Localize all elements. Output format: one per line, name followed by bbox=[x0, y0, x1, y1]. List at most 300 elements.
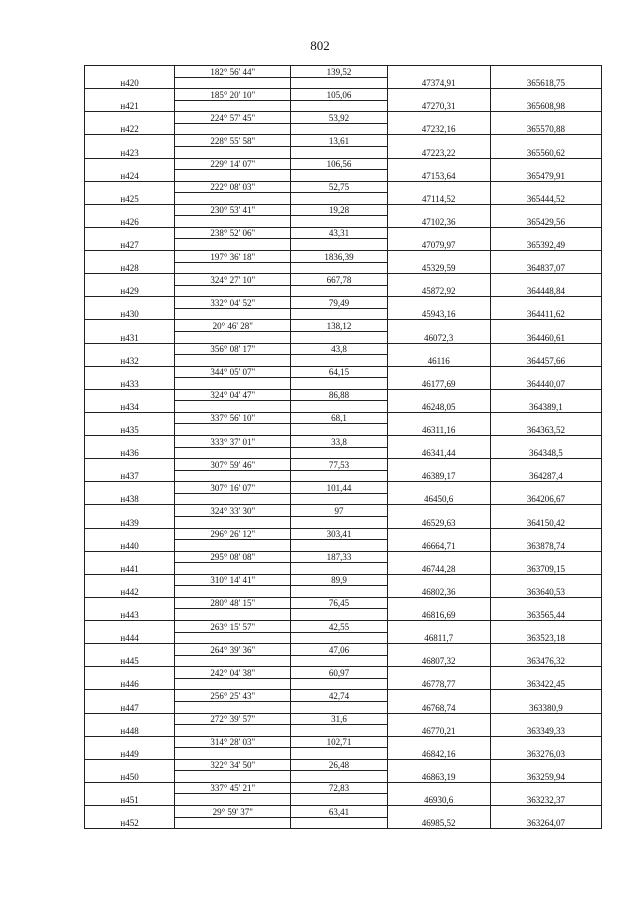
x-coordinate-cell: 47079,97 bbox=[387, 239, 490, 251]
point-name-cell: н424 bbox=[85, 170, 175, 182]
y-coordinate-cell: 365570,88 bbox=[490, 123, 601, 135]
y-coordinate-cell: 363232,37 bbox=[490, 794, 601, 806]
segment-length-cell: 105,06 bbox=[291, 89, 387, 101]
segment-row bbox=[85, 436, 602, 448]
empty-cell bbox=[490, 89, 601, 101]
direction-angle-cell: 337° 56' 10" bbox=[175, 412, 291, 424]
empty-cell bbox=[291, 563, 387, 575]
segment-length-cell: 101,44 bbox=[291, 482, 387, 494]
empty-cell bbox=[85, 713, 175, 725]
empty-cell bbox=[175, 725, 291, 737]
segment-length-cell: 138,12 bbox=[291, 320, 387, 332]
segment-length-cell: 68,1 bbox=[291, 412, 387, 424]
segment-row bbox=[85, 759, 602, 771]
empty-cell bbox=[291, 516, 387, 528]
empty-cell bbox=[490, 297, 601, 309]
direction-angle-cell: 324° 33' 30" bbox=[175, 505, 291, 517]
empty-cell bbox=[490, 482, 601, 494]
empty-cell bbox=[490, 274, 601, 286]
y-coordinate-cell: 364150,42 bbox=[490, 516, 601, 528]
empty-cell bbox=[85, 690, 175, 702]
point-name-cell: н449 bbox=[85, 748, 175, 760]
direction-angle-cell: 182° 56' 44" bbox=[175, 66, 291, 78]
empty-cell bbox=[387, 759, 490, 771]
x-coordinate-cell: 46248,05 bbox=[387, 401, 490, 413]
point-row bbox=[85, 678, 602, 690]
empty-cell bbox=[490, 158, 601, 170]
x-coordinate-cell: 46930,6 bbox=[387, 794, 490, 806]
empty-cell bbox=[85, 135, 175, 147]
x-coordinate-cell: 45943,16 bbox=[387, 308, 490, 320]
y-coordinate-cell: 364457,66 bbox=[490, 355, 601, 367]
segment-row bbox=[85, 227, 602, 239]
empty-cell bbox=[291, 239, 387, 251]
point-row bbox=[85, 216, 602, 228]
empty-cell bbox=[85, 297, 175, 309]
empty-cell bbox=[490, 806, 601, 818]
x-coordinate-cell: 47223,22 bbox=[387, 146, 490, 158]
direction-angle-cell: 332° 04' 52" bbox=[175, 297, 291, 309]
point-name-cell: н436 bbox=[85, 447, 175, 459]
direction-angle-cell: 296° 26' 12" bbox=[175, 528, 291, 540]
empty-cell bbox=[175, 262, 291, 274]
point-row bbox=[85, 493, 602, 505]
empty-cell bbox=[175, 540, 291, 552]
segment-length-cell: 42,74 bbox=[291, 690, 387, 702]
x-coordinate-cell: 46985,52 bbox=[387, 817, 490, 829]
x-coordinate-cell: 46664,71 bbox=[387, 540, 490, 552]
x-coordinate-cell: 47153,64 bbox=[387, 170, 490, 182]
point-row bbox=[85, 609, 602, 621]
segment-row bbox=[85, 574, 602, 586]
empty-cell bbox=[291, 123, 387, 135]
empty-cell bbox=[85, 227, 175, 239]
y-coordinate-cell: 363709,15 bbox=[490, 563, 601, 575]
segment-length-cell: 79,49 bbox=[291, 297, 387, 309]
empty-cell bbox=[387, 66, 490, 78]
segment-length-cell: 77,53 bbox=[291, 459, 387, 471]
segment-length-cell: 303,41 bbox=[291, 528, 387, 540]
segment-row bbox=[85, 597, 602, 609]
point-name-cell: н440 bbox=[85, 540, 175, 552]
empty-cell bbox=[387, 597, 490, 609]
empty-cell bbox=[85, 782, 175, 794]
point-name-cell: н448 bbox=[85, 725, 175, 737]
segment-length-cell: 139,52 bbox=[291, 66, 387, 78]
segment-length-cell: 43,31 bbox=[291, 227, 387, 239]
y-coordinate-cell: 364460,61 bbox=[490, 331, 601, 343]
segment-row bbox=[85, 320, 602, 332]
point-row bbox=[85, 725, 602, 737]
point-name-cell: н427 bbox=[85, 239, 175, 251]
segment-row bbox=[85, 713, 602, 725]
empty-cell bbox=[85, 551, 175, 563]
x-coordinate-cell: 47114,52 bbox=[387, 193, 490, 205]
point-row bbox=[85, 655, 602, 667]
segment-length-cell: 26,48 bbox=[291, 759, 387, 771]
y-coordinate-cell: 363349,33 bbox=[490, 725, 601, 737]
empty-cell bbox=[291, 701, 387, 713]
point-row bbox=[85, 771, 602, 783]
direction-angle-cell: 197° 36' 18" bbox=[175, 251, 291, 263]
empty-cell bbox=[490, 412, 601, 424]
direction-angle-cell: 324° 04' 47" bbox=[175, 389, 291, 401]
point-name-cell: н437 bbox=[85, 470, 175, 482]
empty-cell bbox=[387, 343, 490, 355]
empty-cell bbox=[85, 204, 175, 216]
direction-angle-cell: 185° 20' 10" bbox=[175, 89, 291, 101]
point-row bbox=[85, 77, 602, 89]
empty-cell bbox=[387, 320, 490, 332]
segment-row bbox=[85, 251, 602, 263]
y-coordinate-cell: 365392,49 bbox=[490, 239, 601, 251]
empty-cell bbox=[175, 424, 291, 436]
empty-cell bbox=[387, 736, 490, 748]
segment-length-cell: 13,61 bbox=[291, 135, 387, 147]
y-coordinate-cell: 363259,94 bbox=[490, 771, 601, 783]
empty-cell bbox=[490, 181, 601, 193]
y-coordinate-cell: 364837,07 bbox=[490, 262, 601, 274]
empty-cell bbox=[291, 355, 387, 367]
empty-cell bbox=[387, 412, 490, 424]
empty-cell bbox=[175, 308, 291, 320]
direction-angle-cell: 264° 39' 36" bbox=[175, 644, 291, 656]
segment-length-cell: 89,9 bbox=[291, 574, 387, 586]
empty-cell bbox=[387, 297, 490, 309]
segment-row bbox=[85, 459, 602, 471]
empty-cell bbox=[85, 89, 175, 101]
y-coordinate-cell: 364440,07 bbox=[490, 378, 601, 390]
y-coordinate-cell: 363565,44 bbox=[490, 609, 601, 621]
point-row bbox=[85, 447, 602, 459]
y-coordinate-cell: 364348,5 bbox=[490, 447, 601, 459]
empty-cell bbox=[175, 701, 291, 713]
segment-length-cell: 1836,39 bbox=[291, 251, 387, 263]
empty-cell bbox=[490, 528, 601, 540]
empty-cell bbox=[85, 621, 175, 633]
empty-cell bbox=[85, 667, 175, 679]
point-name-cell: н432 bbox=[85, 355, 175, 367]
direction-angle-cell: 230° 53' 41" bbox=[175, 204, 291, 216]
segment-row bbox=[85, 621, 602, 633]
segment-row bbox=[85, 89, 602, 101]
direction-angle-cell: 356° 08' 17" bbox=[175, 343, 291, 355]
empty-cell bbox=[490, 320, 601, 332]
empty-cell bbox=[387, 204, 490, 216]
direction-angle-cell: 333° 37' 01" bbox=[175, 436, 291, 448]
empty-cell bbox=[387, 621, 490, 633]
empty-cell bbox=[291, 794, 387, 806]
empty-cell bbox=[175, 771, 291, 783]
y-coordinate-cell: 365429,56 bbox=[490, 216, 601, 228]
empty-cell bbox=[85, 66, 175, 78]
x-coordinate-cell: 47102,36 bbox=[387, 216, 490, 228]
direction-angle-cell: 272° 39' 57" bbox=[175, 713, 291, 725]
segment-length-cell: 19,28 bbox=[291, 204, 387, 216]
point-name-cell: н452 bbox=[85, 817, 175, 829]
empty-cell bbox=[387, 89, 490, 101]
point-row bbox=[85, 540, 602, 552]
empty-cell bbox=[85, 366, 175, 378]
point-name-cell: н446 bbox=[85, 678, 175, 690]
empty-cell bbox=[387, 713, 490, 725]
empty-cell bbox=[291, 470, 387, 482]
empty-cell bbox=[85, 759, 175, 771]
point-row bbox=[85, 331, 602, 343]
empty-cell bbox=[175, 794, 291, 806]
empty-cell bbox=[490, 759, 601, 771]
y-coordinate-cell: 363476,32 bbox=[490, 655, 601, 667]
empty-cell bbox=[175, 77, 291, 89]
page-number: 802 bbox=[310, 38, 330, 53]
empty-cell bbox=[291, 678, 387, 690]
point-row bbox=[85, 193, 602, 205]
x-coordinate-cell: 46802,36 bbox=[387, 586, 490, 598]
direction-angle-cell: 256° 25' 43" bbox=[175, 690, 291, 702]
empty-cell bbox=[490, 343, 601, 355]
empty-cell bbox=[490, 436, 601, 448]
direction-angle-cell: 307° 16' 07" bbox=[175, 482, 291, 494]
empty-cell bbox=[175, 193, 291, 205]
segment-row bbox=[85, 528, 602, 540]
point-row bbox=[85, 401, 602, 413]
x-coordinate-cell: 46768,74 bbox=[387, 701, 490, 713]
segment-row bbox=[85, 366, 602, 378]
empty-cell bbox=[85, 482, 175, 494]
empty-cell bbox=[85, 644, 175, 656]
empty-cell bbox=[175, 378, 291, 390]
point-name-cell: н443 bbox=[85, 609, 175, 621]
empty-cell bbox=[490, 713, 601, 725]
segment-row bbox=[85, 66, 602, 78]
direction-angle-cell: 228° 55' 58" bbox=[175, 135, 291, 147]
point-row bbox=[85, 285, 602, 297]
point-row bbox=[85, 262, 602, 274]
empty-cell bbox=[490, 667, 601, 679]
empty-cell bbox=[291, 378, 387, 390]
direction-angle-cell: 307° 59' 46" bbox=[175, 459, 291, 471]
x-coordinate-cell: 47270,31 bbox=[387, 100, 490, 112]
empty-cell bbox=[85, 389, 175, 401]
point-name-cell: н423 bbox=[85, 146, 175, 158]
direction-angle-cell: 20° 46' 28" bbox=[175, 320, 291, 332]
x-coordinate-cell: 46807,32 bbox=[387, 655, 490, 667]
segment-length-cell: 31,6 bbox=[291, 713, 387, 725]
empty-cell bbox=[291, 401, 387, 413]
empty-cell bbox=[490, 459, 601, 471]
empty-cell bbox=[291, 586, 387, 598]
point-name-cell: н431 bbox=[85, 331, 175, 343]
point-name-cell: н438 bbox=[85, 493, 175, 505]
empty-cell bbox=[387, 690, 490, 702]
x-coordinate-cell: 46116 bbox=[387, 355, 490, 367]
direction-angle-cell: 322° 34' 50" bbox=[175, 759, 291, 771]
direction-angle-cell: 344° 05' 07" bbox=[175, 366, 291, 378]
empty-cell bbox=[175, 239, 291, 251]
empty-cell bbox=[291, 285, 387, 297]
empty-cell bbox=[175, 123, 291, 135]
point-row bbox=[85, 424, 602, 436]
direction-angle-cell: 263° 15' 57" bbox=[175, 621, 291, 633]
point-name-cell: н426 bbox=[85, 216, 175, 228]
point-name-cell: н441 bbox=[85, 563, 175, 575]
segment-length-cell: 52,75 bbox=[291, 181, 387, 193]
point-row bbox=[85, 308, 602, 320]
empty-cell bbox=[291, 146, 387, 158]
y-coordinate-cell: 365444,52 bbox=[490, 193, 601, 205]
empty-cell bbox=[291, 771, 387, 783]
point-row bbox=[85, 516, 602, 528]
empty-cell bbox=[490, 690, 601, 702]
point-row bbox=[85, 563, 602, 575]
empty-cell bbox=[175, 170, 291, 182]
empty-cell bbox=[175, 331, 291, 343]
empty-cell bbox=[490, 782, 601, 794]
y-coordinate-cell: 363878,74 bbox=[490, 540, 601, 552]
empty-cell bbox=[85, 505, 175, 517]
x-coordinate-cell: 46450,6 bbox=[387, 493, 490, 505]
empty-cell bbox=[291, 170, 387, 182]
point-name-cell: н425 bbox=[85, 193, 175, 205]
empty-cell bbox=[387, 274, 490, 286]
segment-row bbox=[85, 274, 602, 286]
point-row bbox=[85, 355, 602, 367]
segment-length-cell: 63,41 bbox=[291, 806, 387, 818]
empty-cell bbox=[490, 251, 601, 263]
point-name-cell: н450 bbox=[85, 771, 175, 783]
empty-cell bbox=[490, 505, 601, 517]
segment-row bbox=[85, 204, 602, 216]
segment-length-cell: 60,97 bbox=[291, 667, 387, 679]
empty-cell bbox=[85, 343, 175, 355]
segment-row bbox=[85, 389, 602, 401]
y-coordinate-cell: 365608,98 bbox=[490, 100, 601, 112]
empty-cell bbox=[175, 447, 291, 459]
empty-cell bbox=[490, 66, 601, 78]
segment-row bbox=[85, 181, 602, 193]
point-name-cell: н430 bbox=[85, 308, 175, 320]
empty-cell bbox=[85, 459, 175, 471]
segment-row bbox=[85, 135, 602, 147]
point-row bbox=[85, 748, 602, 760]
empty-cell bbox=[291, 725, 387, 737]
empty-cell bbox=[490, 112, 601, 124]
point-name-cell: н434 bbox=[85, 401, 175, 413]
segment-row bbox=[85, 297, 602, 309]
segment-row bbox=[85, 667, 602, 679]
point-name-cell: н444 bbox=[85, 632, 175, 644]
segment-length-cell: 102,71 bbox=[291, 736, 387, 748]
point-row bbox=[85, 701, 602, 713]
empty-cell bbox=[85, 436, 175, 448]
segment-length-cell: 47,06 bbox=[291, 644, 387, 656]
point-name-cell: н451 bbox=[85, 794, 175, 806]
direction-angle-cell: 242° 04' 38" bbox=[175, 667, 291, 679]
empty-cell bbox=[175, 655, 291, 667]
empty-cell bbox=[175, 146, 291, 158]
empty-cell bbox=[490, 621, 601, 633]
empty-cell bbox=[175, 100, 291, 112]
segment-row bbox=[85, 112, 602, 124]
direction-angle-cell: 310° 14' 41" bbox=[175, 574, 291, 586]
direction-angle-cell: 280° 48' 15" bbox=[175, 597, 291, 609]
empty-cell bbox=[291, 331, 387, 343]
point-row bbox=[85, 378, 602, 390]
empty-cell bbox=[175, 285, 291, 297]
segment-length-cell: 86,88 bbox=[291, 389, 387, 401]
segment-row bbox=[85, 343, 602, 355]
x-coordinate-cell: 45872,92 bbox=[387, 285, 490, 297]
empty-cell bbox=[387, 459, 490, 471]
empty-cell bbox=[291, 216, 387, 228]
empty-cell bbox=[387, 251, 490, 263]
empty-cell bbox=[387, 551, 490, 563]
direction-angle-cell: 337° 45' 21" bbox=[175, 782, 291, 794]
empty-cell bbox=[387, 806, 490, 818]
empty-cell bbox=[175, 817, 291, 829]
direction-angle-cell: 314° 28' 03" bbox=[175, 736, 291, 748]
segment-row bbox=[85, 690, 602, 702]
x-coordinate-cell: 46842,16 bbox=[387, 748, 490, 760]
point-row bbox=[85, 794, 602, 806]
empty-cell bbox=[387, 135, 490, 147]
y-coordinate-cell: 363264,07 bbox=[490, 817, 601, 829]
empty-cell bbox=[291, 308, 387, 320]
empty-cell bbox=[175, 493, 291, 505]
segment-row bbox=[85, 782, 602, 794]
empty-cell bbox=[490, 551, 601, 563]
empty-cell bbox=[291, 540, 387, 552]
empty-cell bbox=[291, 748, 387, 760]
x-coordinate-cell: 46863,19 bbox=[387, 771, 490, 783]
x-coordinate-cell: 46778,77 bbox=[387, 678, 490, 690]
segment-length-cell: 76,45 bbox=[291, 597, 387, 609]
point-row bbox=[85, 146, 602, 158]
empty-cell bbox=[387, 667, 490, 679]
coordinates-table-body bbox=[85, 66, 602, 829]
empty-cell bbox=[490, 204, 601, 216]
segment-row bbox=[85, 644, 602, 656]
segment-row bbox=[85, 736, 602, 748]
point-name-cell: н421 bbox=[85, 100, 175, 112]
empty-cell bbox=[387, 505, 490, 517]
y-coordinate-cell: 365618,75 bbox=[490, 77, 601, 89]
direction-angle-cell: 224° 57' 45" bbox=[175, 112, 291, 124]
empty-cell bbox=[175, 632, 291, 644]
segment-length-cell: 187,33 bbox=[291, 551, 387, 563]
empty-cell bbox=[85, 736, 175, 748]
point-row bbox=[85, 817, 602, 829]
coordinates-table bbox=[84, 65, 602, 829]
segment-length-cell: 33,8 bbox=[291, 436, 387, 448]
segment-row bbox=[85, 551, 602, 563]
point-name-cell: н429 bbox=[85, 285, 175, 297]
empty-cell bbox=[387, 782, 490, 794]
point-name-cell: н428 bbox=[85, 262, 175, 274]
empty-cell bbox=[490, 644, 601, 656]
x-coordinate-cell: 46529,63 bbox=[387, 516, 490, 528]
point-row bbox=[85, 170, 602, 182]
y-coordinate-cell: 365479,91 bbox=[490, 170, 601, 182]
empty-cell bbox=[387, 436, 490, 448]
point-name-cell: н433 bbox=[85, 378, 175, 390]
direction-angle-cell: 222° 08' 03" bbox=[175, 181, 291, 193]
point-name-cell: н439 bbox=[85, 516, 175, 528]
segment-row bbox=[85, 806, 602, 818]
y-coordinate-cell: 363380,9 bbox=[490, 701, 601, 713]
empty-cell bbox=[175, 216, 291, 228]
empty-cell bbox=[175, 748, 291, 760]
